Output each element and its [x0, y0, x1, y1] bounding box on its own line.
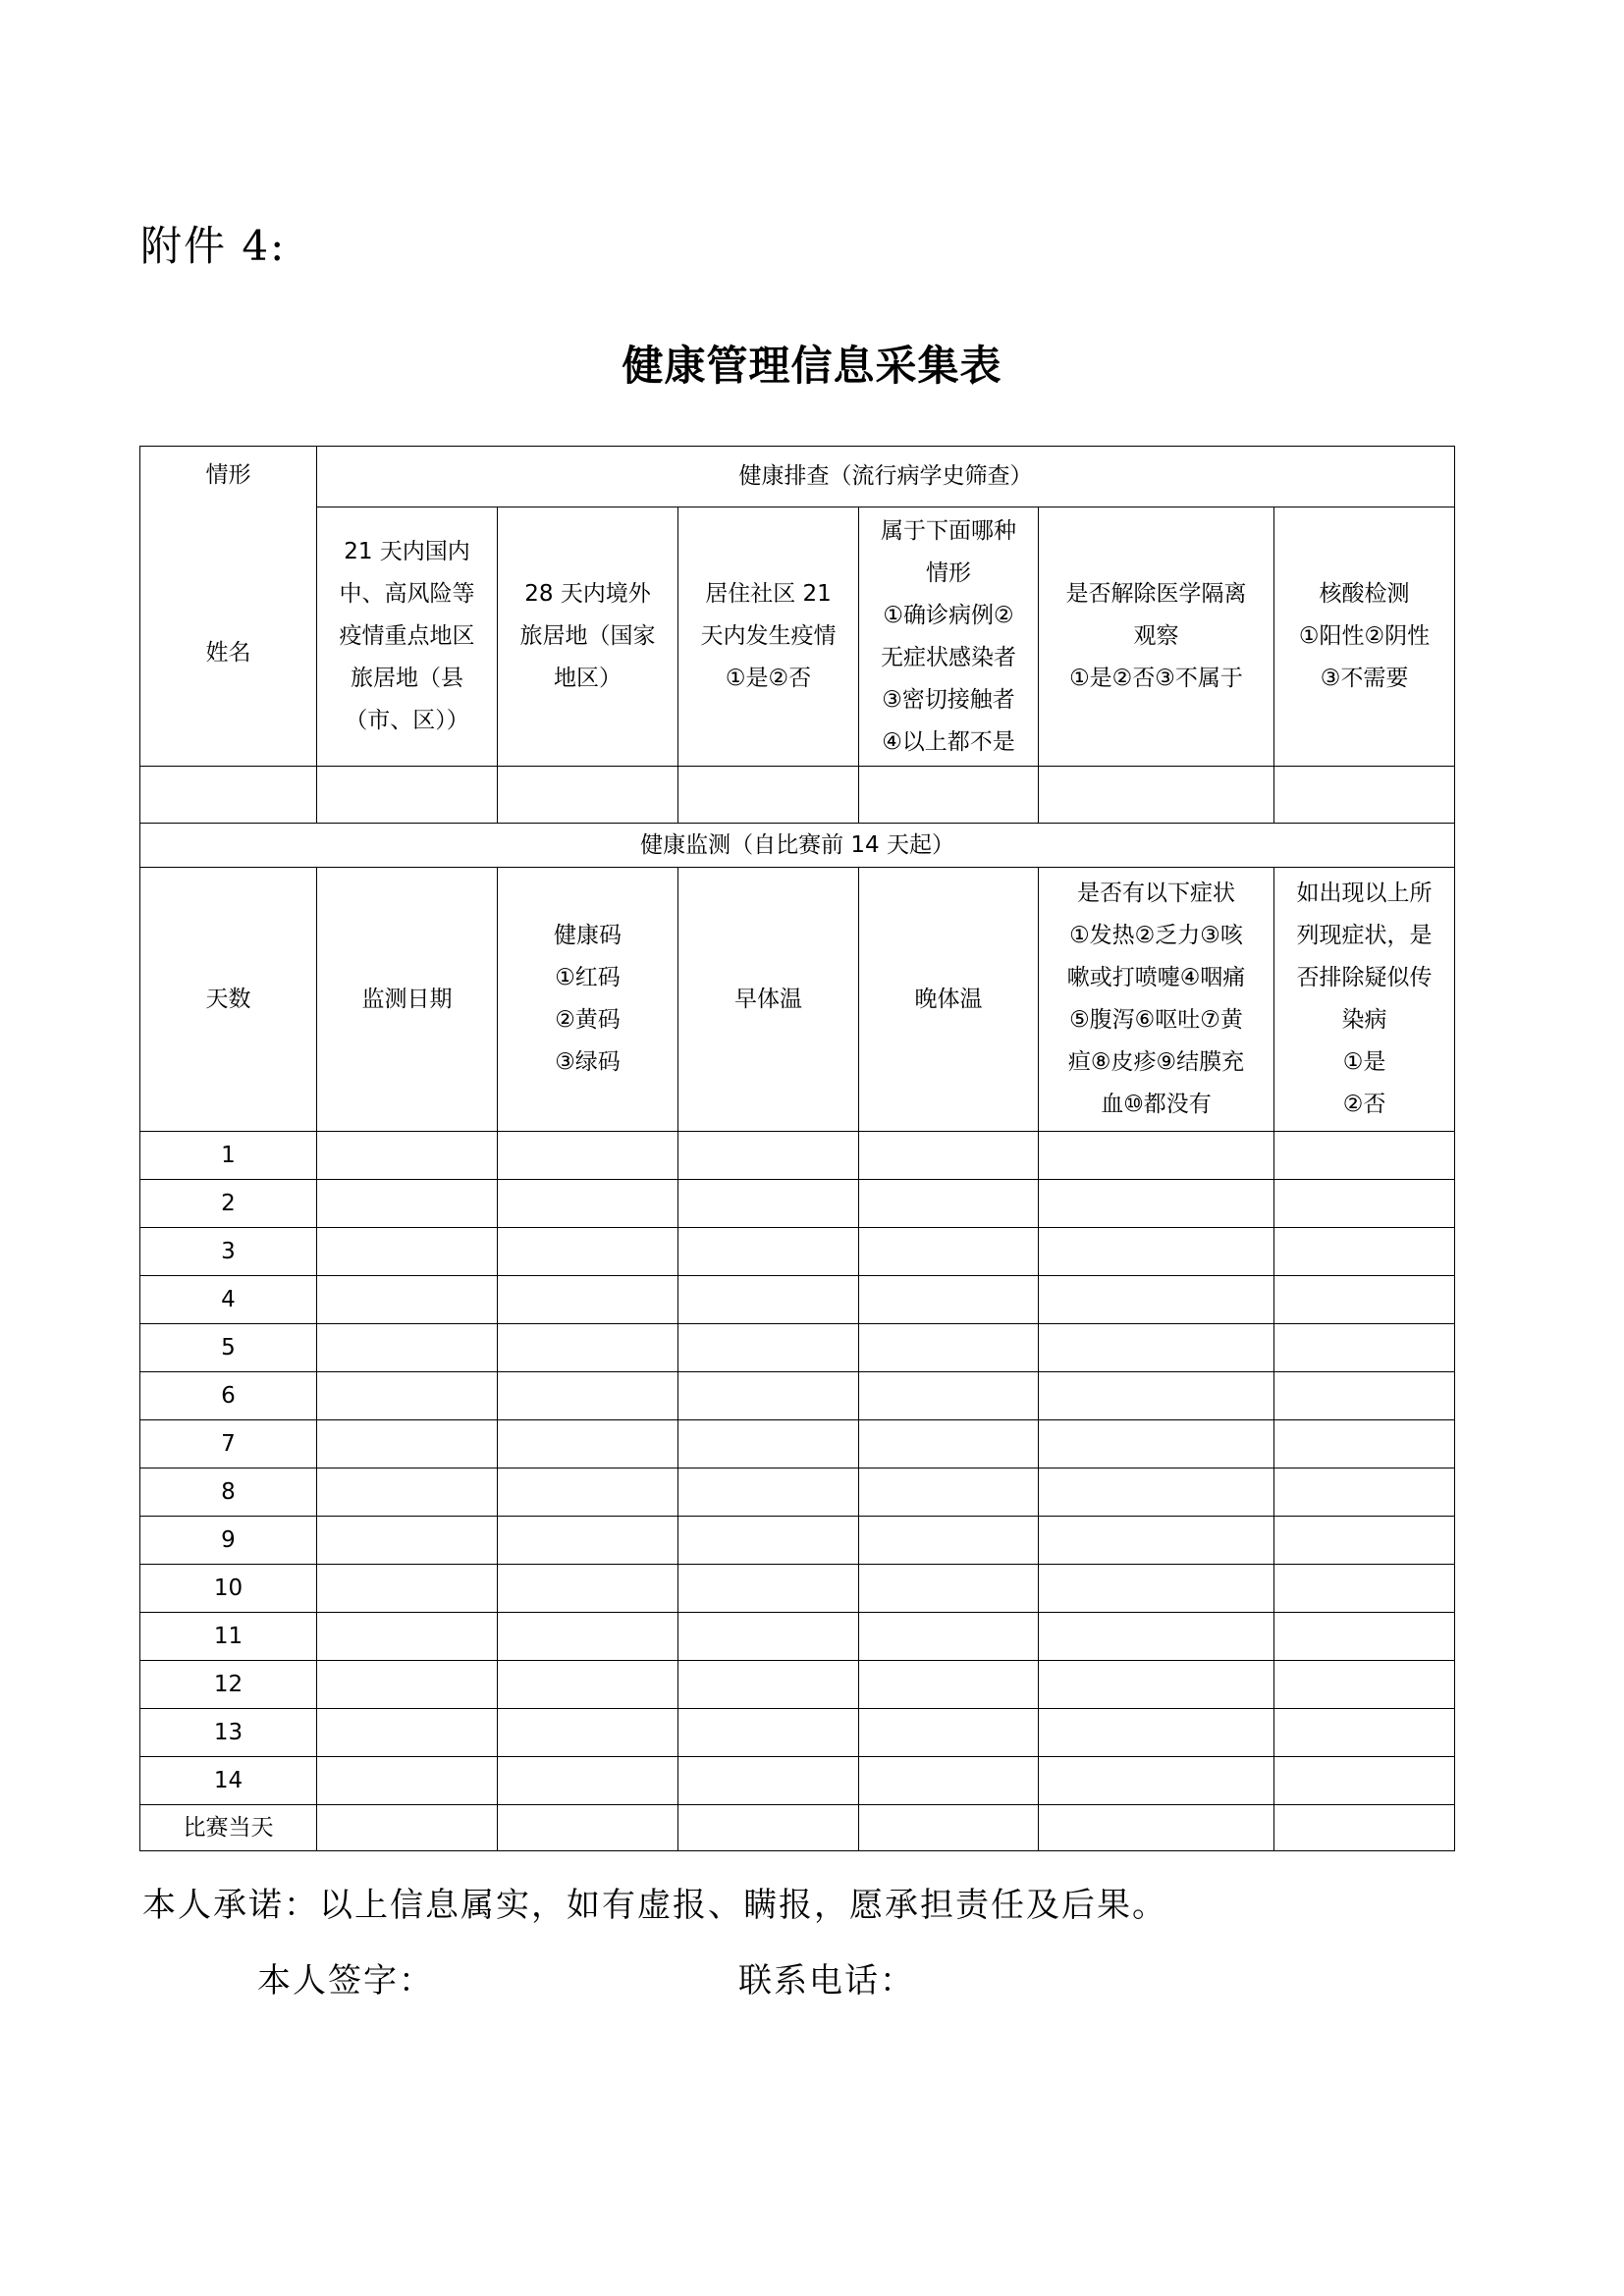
screening-column-header [678, 507, 859, 767]
monitoring-column-header-line: 天数 [205, 986, 251, 1012]
entry-cell[interactable] [317, 1228, 498, 1276]
entry-cell[interactable] [317, 1709, 498, 1757]
entry-cell[interactable] [1274, 1565, 1455, 1613]
entry-cell[interactable] [859, 1565, 1039, 1613]
monitoring-day-row [140, 1132, 1455, 1180]
name-entry-cell[interactable] [140, 767, 317, 824]
entry-cell[interactable] [1274, 1805, 1455, 1851]
monitoring-column-header [498, 868, 678, 1132]
day-label: 1 [140, 1132, 317, 1180]
entry-cell[interactable] [317, 1757, 498, 1805]
screening-column-header-line: 无症状感染者 [881, 644, 1016, 670]
day-label: 6 [140, 1372, 317, 1420]
corner-situation-label: 情形 [205, 462, 251, 488]
entry-cell[interactable] [498, 1324, 678, 1372]
monitoring-column-header-line: 早体温 [734, 986, 802, 1012]
entry-cell[interactable] [1274, 1709, 1455, 1757]
entry-cell[interactable] [498, 1757, 678, 1805]
promise-statement: 本人承诺：以上信息属实，如有虚报、瞒报，愿承担责任及后果。 [142, 1886, 1167, 1925]
screening-column-header-line: 属于下面哪种 [881, 517, 1016, 544]
entry-cell[interactable] [1274, 1420, 1455, 1468]
entry-cell[interactable] [498, 767, 678, 824]
entry-cell[interactable] [498, 1565, 678, 1613]
entry-cell[interactable] [1039, 1805, 1274, 1851]
health-info-table [139, 446, 1455, 1851]
entry-cell[interactable] [317, 1661, 498, 1709]
entry-cell[interactable] [1274, 1228, 1455, 1276]
monitoring-day-row [140, 1661, 1455, 1709]
attachment-label: 附件 4: [140, 222, 287, 270]
entry-cell[interactable] [317, 1276, 498, 1324]
monitoring-day-row [140, 1565, 1455, 1613]
entry-cell[interactable] [1274, 1180, 1455, 1228]
monitoring-column-header-line: 否排除疑似传 [1296, 965, 1433, 990]
monitoring-column-headers [140, 868, 1455, 1132]
screening-column-header [859, 507, 1039, 767]
monitoring-column-header-line: 染病 [1341, 1007, 1387, 1033]
entry-cell[interactable] [1039, 1420, 1274, 1468]
entry-cell[interactable] [859, 1372, 1039, 1420]
monitoring-day-row [140, 1324, 1455, 1372]
monitoring-column-header [140, 868, 317, 1132]
screening-column-header-line: 核酸检测 [1319, 581, 1410, 607]
screening-column-header-line: 天内发生疫情 [700, 623, 837, 649]
entry-cell[interactable] [498, 1372, 678, 1420]
entry-cell[interactable] [859, 1276, 1039, 1324]
screening-column-header-line: 21 天内国内 [344, 539, 470, 564]
entry-cell[interactable] [1039, 1324, 1274, 1372]
monitoring-day-row [140, 1805, 1455, 1851]
entry-cell[interactable] [498, 1468, 678, 1517]
screening-column-header-line: 观察 [1133, 623, 1179, 649]
screening-column-header [1274, 507, 1455, 767]
corner-header-cell [140, 447, 317, 767]
entry-cell[interactable] [1274, 1276, 1455, 1324]
day-label: 8 [140, 1468, 317, 1517]
monitoring-day-row [140, 1420, 1455, 1468]
entry-cell[interactable] [678, 1757, 859, 1805]
entry-cell[interactable] [678, 1372, 859, 1420]
day-label: 13 [140, 1709, 317, 1757]
monitoring-column-header-line: ⑤腹泻⑥呕吐⑦黄 [1069, 1007, 1243, 1033]
entry-cell[interactable] [859, 1805, 1039, 1851]
day-label: 11 [140, 1613, 317, 1661]
monitoring-column-header [859, 868, 1039, 1132]
entry-cell[interactable] [317, 1613, 498, 1661]
day-label: 2 [140, 1180, 317, 1228]
monitoring-column-header-line: 如出现以上所 [1296, 881, 1433, 906]
entry-cell[interactable] [317, 1132, 498, 1180]
screening-column-header-line: ④以上都不是 [882, 728, 1015, 755]
screening-column-header-line: 疫情重点地区 [339, 623, 475, 649]
entry-cell[interactable] [1039, 1517, 1274, 1565]
corner-name-label: 姓名 [205, 640, 251, 666]
screening-column-header [317, 507, 498, 767]
entry-cell[interactable] [317, 1468, 498, 1517]
entry-cell[interactable] [1039, 1468, 1274, 1517]
entry-cell[interactable] [859, 1180, 1039, 1228]
screening-column-header-line: 情形 [926, 560, 971, 586]
entry-cell[interactable] [678, 1661, 859, 1709]
monitoring-day-row [140, 1372, 1455, 1420]
monitoring-column-header-line: 是否有以下症状 [1077, 881, 1235, 906]
monitoring-day-row [140, 1180, 1455, 1228]
entry-cell[interactable] [678, 1324, 859, 1372]
entry-cell[interactable] [678, 1132, 859, 1180]
entry-cell[interactable] [498, 1661, 678, 1709]
screening-column-headers [140, 507, 1455, 767]
monitoring-column-header [1039, 868, 1274, 1132]
screening-column-header-line: 居住社区 21 [705, 581, 832, 607]
entry-cell[interactable] [859, 1661, 1039, 1709]
entry-cell[interactable] [317, 1517, 498, 1565]
day-label: 9 [140, 1517, 317, 1565]
entry-cell[interactable] [678, 1613, 859, 1661]
entry-cell[interactable] [859, 1228, 1039, 1276]
entry-cell[interactable] [678, 1805, 859, 1851]
entry-cell[interactable] [317, 1324, 498, 1372]
entry-cell[interactable] [498, 1420, 678, 1468]
monitoring-day-row [140, 1468, 1455, 1517]
monitoring-column-header-line: 健康码 [554, 923, 622, 948]
monitoring-section-header: 健康监测（自比赛前 14 天起） [140, 824, 1455, 868]
entry-cell[interactable] [498, 1180, 678, 1228]
entry-cell[interactable] [1039, 1372, 1274, 1420]
monitoring-column-header [1274, 868, 1455, 1132]
day-label: 10 [140, 1565, 317, 1613]
screening-column-header-line: （市、区）） [345, 708, 469, 733]
entry-cell[interactable] [859, 1420, 1039, 1468]
entry-cell[interactable] [498, 1517, 678, 1565]
entry-cell[interactable] [498, 1709, 678, 1757]
day-label: 5 [140, 1324, 317, 1372]
entry-cell[interactable] [1039, 1276, 1274, 1324]
monitoring-column-header-line: ③绿码 [555, 1049, 621, 1075]
screening-column-header-line: ①是②否③不属于 [1069, 666, 1243, 691]
entry-cell[interactable] [859, 767, 1039, 824]
screening-column-header-line: ③密切接触者 [882, 686, 1015, 713]
monitoring-day-row [140, 1757, 1455, 1805]
entry-cell[interactable] [317, 1805, 498, 1851]
screening-entry-row [140, 767, 1455, 824]
screening-column-header-line: 28 天内境外 [524, 581, 651, 607]
entry-cell[interactable] [859, 1709, 1039, 1757]
entry-cell[interactable] [1039, 1132, 1274, 1180]
screening-section-header: 健康排查（流行病学史筛查） [317, 447, 1455, 507]
screening-column-header-line: ③不需要 [1320, 666, 1409, 691]
screening-column-header-line: 中、高风险等 [339, 581, 475, 607]
entry-cell[interactable] [859, 1468, 1039, 1517]
entry-cell[interactable] [317, 1372, 498, 1420]
entry-cell[interactable] [678, 1468, 859, 1517]
day-label: 4 [140, 1276, 317, 1324]
monitoring-column-header-line: ①红码 [555, 965, 621, 990]
day-label: 比赛当天 [140, 1805, 317, 1851]
entry-cell[interactable] [1039, 1565, 1274, 1613]
entry-cell[interactable] [1274, 1132, 1455, 1180]
entry-cell[interactable] [317, 1420, 498, 1468]
entry-cell[interactable] [317, 767, 498, 824]
entry-cell[interactable] [317, 1565, 498, 1613]
monitoring-column-header-line: 晚体温 [914, 986, 983, 1012]
entry-cell[interactable] [1039, 1757, 1274, 1805]
monitoring-column-header-line: ①是 [1342, 1049, 1386, 1075]
entry-cell[interactable] [1274, 1757, 1455, 1805]
entry-cell[interactable] [1274, 1661, 1455, 1709]
monitoring-column-header [317, 868, 498, 1132]
signature-label: 本人签字： [257, 1961, 434, 2001]
monitoring-column-header-line: 列现症状，是 [1296, 923, 1433, 948]
entry-cell[interactable] [1039, 1613, 1274, 1661]
monitoring-column-header-line: 监测日期 [361, 986, 453, 1012]
monitoring-day-row [140, 1613, 1455, 1661]
entry-cell[interactable] [1039, 1661, 1274, 1709]
entry-cell[interactable] [859, 1324, 1039, 1372]
entry-cell[interactable] [498, 1613, 678, 1661]
entry-cell[interactable] [859, 1132, 1039, 1180]
screening-column-header [1039, 507, 1274, 767]
monitoring-day-row [140, 1517, 1455, 1565]
entry-cell[interactable] [1039, 1228, 1274, 1276]
monitoring-column-header-line: ①发热②乏力③咳 [1069, 923, 1243, 948]
entry-cell[interactable] [1274, 1324, 1455, 1372]
monitoring-column-header-line: 嗽或打喷嚏④咽痛 [1066, 965, 1246, 990]
day-label: 12 [140, 1661, 317, 1709]
monitoring-column-header-line: ②否 [1342, 1092, 1386, 1117]
monitoring-column-header-line: 血⑩都没有 [1101, 1092, 1212, 1117]
entry-cell[interactable] [859, 1757, 1039, 1805]
entry-cell[interactable] [498, 1805, 678, 1851]
entry-cell[interactable] [678, 767, 859, 824]
entry-cell[interactable] [498, 1132, 678, 1180]
day-label: 7 [140, 1420, 317, 1468]
entry-cell[interactable] [678, 1228, 859, 1276]
screening-column-header-line: 旅居地（县 [351, 666, 463, 691]
entry-cell[interactable] [317, 1180, 498, 1228]
screening-column-header-line: ①确诊病例② [883, 602, 1014, 628]
monitoring-column-header-line: ②黄码 [555, 1007, 621, 1033]
day-label: 3 [140, 1228, 317, 1276]
entry-cell[interactable] [1039, 1180, 1274, 1228]
phone-label: 联系电话： [738, 1961, 915, 2001]
day-label: 14 [140, 1757, 317, 1805]
monitoring-day-row [140, 1276, 1455, 1324]
entry-cell[interactable] [498, 1228, 678, 1276]
monitoring-day-row [140, 1709, 1455, 1757]
screening-column-header-line: 地区） [554, 666, 622, 691]
screening-column-header [498, 507, 678, 767]
entry-cell[interactable] [1274, 1613, 1455, 1661]
entry-cell[interactable] [498, 1276, 678, 1324]
entry-cell[interactable] [678, 1709, 859, 1757]
entry-cell[interactable] [1039, 1709, 1274, 1757]
entry-cell[interactable] [1274, 1517, 1455, 1565]
monitoring-day-row [140, 1228, 1455, 1276]
entry-cell[interactable] [1274, 767, 1455, 824]
form-title: 健康管理信息采集表 [622, 342, 1002, 390]
entry-cell[interactable] [859, 1517, 1039, 1565]
entry-cell[interactable] [678, 1420, 859, 1468]
entry-cell[interactable] [1274, 1468, 1455, 1517]
screening-column-header-line: ①是②否 [725, 666, 812, 691]
monitoring-column-header [678, 868, 859, 1132]
entry-cell[interactable] [678, 1565, 859, 1613]
screening-column-header-line: 旅居地（国家 [519, 623, 656, 649]
screening-column-header-line: ①阳性②阴性 [1298, 623, 1431, 649]
entry-cell[interactable] [859, 1613, 1039, 1661]
monitoring-column-header-line: 疸⑧皮疹⑨结膜充 [1067, 1049, 1245, 1075]
entry-cell[interactable] [678, 1517, 859, 1565]
entry-cell[interactable] [678, 1180, 859, 1228]
entry-cell[interactable] [678, 1276, 859, 1324]
screening-column-header-line: 是否解除医学隔离 [1065, 581, 1247, 607]
entry-cell[interactable] [1039, 767, 1274, 824]
entry-cell[interactable] [1274, 1372, 1455, 1420]
